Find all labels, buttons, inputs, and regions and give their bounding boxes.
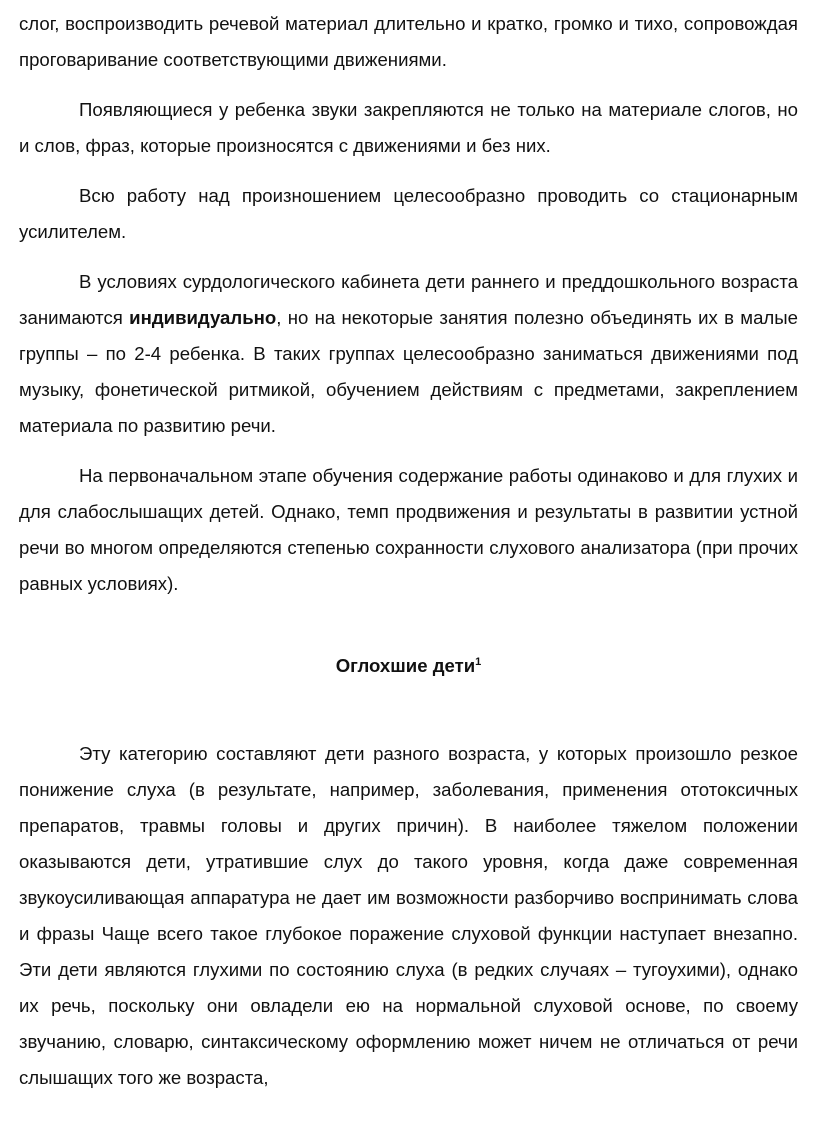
paragraph-text-before: В условиях сурдологического кабинета дети раннего и преддошкольного возраста занимаются [19,271,798,328]
paragraph-sounds: Появляющиеся у ребенка звуки закрепляются не только на материале слогов, но и слов, фраз, которые произносятся с движениями и без них. [19,99,798,156]
paragraph-continuation: слог, воспроизводить речевой материал длительно и кратко, громко и тихо, сопровождая проговаривание соответствующими движениями. [19,13,798,70]
paragraph-surdology-cabinet [19,264,798,444]
paragraph-initial-stage: На первоначальном этапе обучения содержание работы одинаково и для глухих и для слабослышащих детей. Однако, темп продвижения и результаты в развитии устной речи во многом определяются степенью сохранности слухового анализатора (при прочих равных условиях). [19,465,798,594]
paragraph-amplifier: Всю работу над произношением целесообразно проводить со стационарным усилителем. [19,185,798,242]
heading-text: Оглохшие дети [335,655,476,676]
section-heading [19,648,798,684]
paragraph-text-after: , но на некоторые занятия полезно объединять их в малые группы – по 2-4 ребенка. В таких группах целесообразно заниматься движениями под музыку, фонетической ритмикой, обучением действиям с предметами, закреплением материала по развитию речи. [19,307,798,436]
footnote-mark[interactable]: 1 [475,656,482,668]
paragraph-category: Эту категорию составляют дети разного возраста, у которых произошло резкое понижение слуха (в результате, например, заболевания, применения ототоксичных препаратов, травмы головы и других причин). В наиболее тяжелом положении оказываются дети, утратившие слух до такого уровня, когда даже современная звукоусиливающая аппаратура не дает им возможности разборчиво воспринимать слова и фразы Чаще всего такое глубокое поражение слуховой функции наступает внезапно. Эти дети являются глухими по состоянию слуха (в редких случаях – тугоухими), однако их речь, поскольку они овладели ею на нормальной слуховой основе, по своему звучанию, словарю, синтаксическому оформлению может ничем не отличаться от речи слышащих того же возраста, [19,743,798,1088]
emphasis-individually: индивидуально [129,307,277,328]
document-page [19,6,798,1110]
